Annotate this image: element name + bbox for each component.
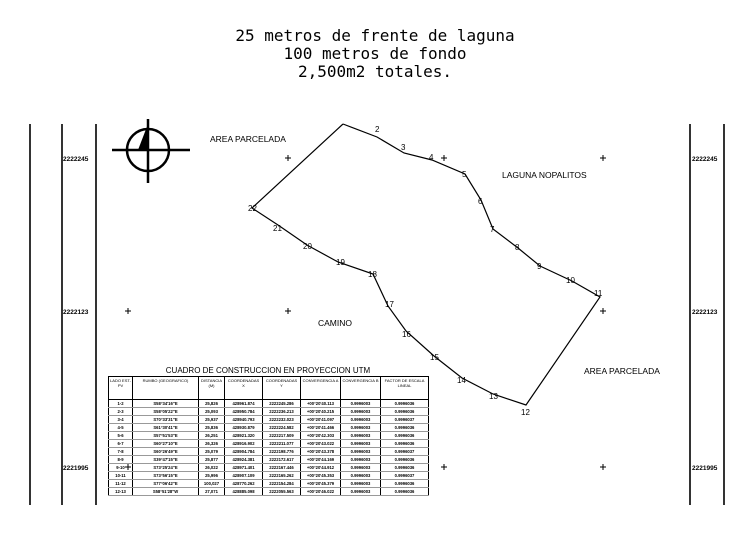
vertex-label: 8 (515, 243, 520, 252)
table-cell: 2222211.077 (263, 440, 301, 448)
table-cell: +00°20'40.113 (301, 400, 341, 408)
vertex-label: 21 (273, 224, 282, 233)
y-coord-left-top: 2222245 (63, 156, 89, 163)
table-cell: 0.9996003 (341, 472, 381, 480)
table-cell: 5-6 (109, 432, 133, 440)
table-header-row (109, 377, 429, 400)
table-cell: 0.9996036 (381, 480, 429, 488)
table-cell: S60°27'10"E (133, 440, 199, 448)
north-arrow-icon (112, 119, 190, 183)
table-cell: 0.9996036 (381, 408, 429, 416)
table-cell: 25,826 (199, 400, 225, 408)
table-cell: 428904.784 (225, 448, 263, 456)
table-cell: 0.9996036 (381, 424, 429, 432)
table-cell: 0.9996036 (381, 400, 429, 408)
table-cell: 428921.320 (225, 432, 263, 440)
table-cell: 0.9996037 (381, 472, 429, 480)
table-row (109, 408, 429, 416)
table-cell: +00°20'44.912 (301, 464, 341, 472)
table-cell: 2222167.446 (263, 464, 301, 472)
table-row (109, 440, 429, 448)
table-header: FACTOR DE ESCALA LINEAL (381, 377, 429, 400)
table-cell: +00°20'46.022 (301, 488, 341, 496)
table-cell: 0.9996036 (381, 456, 429, 464)
table-cell: 428971.401 (225, 464, 263, 472)
vertex-label: 12 (521, 408, 530, 417)
table-cell: 2-3 (109, 408, 133, 416)
table-cell: 0.9996003 (341, 480, 381, 488)
vertex-label: 18 (368, 270, 377, 279)
vertex-label: 20 (303, 242, 312, 251)
table-row (109, 424, 429, 432)
table-cell: 27,071 (199, 488, 225, 496)
vertex-label: 6 (478, 197, 483, 206)
table-cell: 0.9996036 (381, 488, 429, 496)
table-cell: 0.9996003 (341, 440, 381, 448)
table-cell: 1-2 (109, 400, 133, 408)
vertex-label: 13 (489, 392, 498, 401)
table-cell: +00°20'40.215 (301, 408, 341, 416)
table-cell: 6-7 (109, 440, 133, 448)
table-cell: 26,022 (199, 464, 225, 472)
table-cell: 25,093 (199, 408, 225, 416)
table-header: COORDENADAS X (225, 377, 263, 400)
table-cell: S58°51'28"W (133, 488, 199, 496)
header-line-1: 25 metros de frente de laguna (235, 26, 515, 45)
table-cell: 2222165.262 (263, 472, 301, 480)
table-cell: 26,251 (199, 432, 225, 440)
table-cell: 11-12 (109, 480, 133, 488)
table-cell: 0.9996003 (341, 408, 381, 416)
y-coord-right-top: 2222245 (692, 156, 718, 163)
y-coord-right-mid: 2222123 (692, 309, 718, 316)
vertex-label: 22 (248, 204, 257, 213)
table-cell: 3-4 (109, 416, 133, 424)
table-cell: +00°20'45.353 (301, 472, 341, 480)
vertex-label: 3 (401, 143, 406, 152)
table-row (109, 448, 429, 456)
table-header: DISTANCIA (M) (199, 377, 225, 400)
vertex-label: 4 (429, 153, 434, 162)
table-cell: 428961.874 (225, 400, 263, 408)
parcel-boundary (252, 124, 600, 405)
table-cell: S61°30'41"E (133, 424, 199, 432)
table-cell: S57°51'53"E (133, 432, 199, 440)
y-coord-left-mid: 2222123 (63, 309, 89, 316)
table-body (109, 400, 429, 496)
table-cell: 26,326 (199, 440, 225, 448)
table-cell: 12-13 (109, 488, 133, 496)
table-row (109, 464, 429, 472)
table-cell: 0.9996036 (381, 464, 429, 472)
table-cell: 9-10 (109, 464, 133, 472)
table-cell: 428924.381 (225, 456, 263, 464)
table-cell: 428885.098 (225, 488, 263, 496)
vertex-label: 17 (385, 300, 394, 309)
table-cell: 2222172.617 (263, 456, 301, 464)
table-row (109, 480, 429, 488)
vertex-label: 14 (457, 376, 466, 385)
vertex-label: 10 (566, 276, 575, 285)
table-header: COORDENADAS Y (263, 377, 301, 400)
table-cell: S60°26'49"E (133, 448, 199, 456)
table-cell: 25,937 (199, 416, 225, 424)
table-cell: 0.9996003 (341, 416, 381, 424)
table-row (109, 456, 429, 464)
table-cell: +00°20'41.097 (301, 416, 341, 424)
table-cell: S70°33'31"E (133, 416, 199, 424)
table-cell: 0.9996037 (381, 448, 429, 456)
table-row (109, 472, 429, 480)
table-cell: 25,079 (199, 448, 225, 456)
y-coord-right-bot: 2221995 (692, 465, 718, 472)
vertex-label: 9 (537, 262, 542, 271)
table-cell: 0.9996036 (381, 440, 429, 448)
table-cell: S39°47'15"E (133, 456, 199, 464)
table-cell: 10-11 (109, 472, 133, 480)
area-label-camino: CAMINO (318, 318, 352, 328)
table-row (109, 488, 429, 496)
vertex-label: 11 (594, 289, 603, 298)
table-cell: +00°20'43.022 (301, 440, 341, 448)
table-row (109, 400, 429, 408)
table-cell: 428940.793 (225, 416, 263, 424)
table-cell: 428907.109 (225, 472, 263, 480)
table-cell: 2222236.213 (263, 408, 301, 416)
table-cell: 428770.262 (225, 480, 263, 488)
table-cell: +00°20'42.303 (301, 432, 341, 440)
table-cell: 0.9996003 (341, 488, 381, 496)
table-cell: 2222245.286 (263, 400, 301, 408)
table-title: CUADRO DE CONSTRUCCION EN PROYECCION UTM (165, 366, 371, 375)
table-cell: 25,836 (199, 424, 225, 432)
table-cell: S58°05'22"E (133, 408, 199, 416)
table-cell: 428930.879 (225, 424, 263, 432)
table-cell: 4-5 (109, 424, 133, 432)
area-label-parcelada-right: AREA PARCELADA (584, 366, 660, 376)
table-cell: 0.9996003 (341, 432, 381, 440)
table-cell: +00°20'41.466 (301, 424, 341, 432)
table-row (109, 432, 429, 440)
table-cell: 25,877 (199, 456, 225, 464)
table-header: CONVERGENCIA B (341, 377, 381, 400)
area-label-parcelada-top: AREA PARCELADA (210, 134, 286, 144)
header-line-3: 2,500m2 totales. (297, 62, 453, 81)
vertex-label: 16 (402, 330, 411, 339)
table-cell: +00°20'44.169 (301, 456, 341, 464)
header-line-2: 100 metros de fondo (283, 44, 467, 63)
table-cell: 2222217.509 (263, 432, 301, 440)
table-cell: 0.9996003 (341, 400, 381, 408)
table-cell: S77°06'42"E (133, 480, 199, 488)
vertex-label: 5 (462, 170, 467, 179)
y-coord-left-bot: 2221995 (63, 465, 89, 472)
table-cell: +00°20'45.379 (301, 480, 341, 488)
vertex-label: 15 (430, 353, 439, 362)
table-cell: 0.9996036 (381, 432, 429, 440)
table-cell: 2222232.023 (263, 416, 301, 424)
table-cell: 7-8 (109, 448, 133, 456)
table-cell: 2222154.284 (263, 480, 301, 488)
table-cell: 0.9996003 (341, 456, 381, 464)
table-cell: 2222198.776 (263, 448, 301, 456)
table-cell: 25,996 (199, 472, 225, 480)
vertex-label: 7 (490, 225, 495, 234)
vertex-label: 2 (375, 125, 380, 134)
table-cell: S73°25'24"E (133, 464, 199, 472)
table-row (109, 416, 429, 424)
table-header: RUMBO (GEOGRAFICO) (133, 377, 199, 400)
table-cell: 100,027 (199, 480, 225, 488)
table-cell: 2222055.563 (263, 488, 301, 496)
table-cell: S58°34'16"E (133, 400, 199, 408)
table-cell: 428916.902 (225, 440, 263, 448)
table-header: CONVERGENCIA A (301, 377, 341, 400)
table-cell: 2222224.582 (263, 424, 301, 432)
table-header: LADO EST-PV (109, 377, 133, 400)
table-cell: 428950.784 (225, 408, 263, 416)
vertex-label: 19 (336, 258, 345, 267)
table-cell: 0.9996003 (341, 424, 381, 432)
table-cell: 0.9996003 (341, 464, 381, 472)
table-cell: 0.9996037 (381, 416, 429, 424)
table-cell: 8-9 (109, 456, 133, 464)
construction-table (108, 376, 429, 496)
table-cell: S73°56'15"E (133, 472, 199, 480)
table-cell: 0.9996003 (341, 448, 381, 456)
area-label-laguna: LAGUNA NOPALITOS (502, 170, 587, 180)
table-cell: +00°20'43.378 (301, 448, 341, 456)
